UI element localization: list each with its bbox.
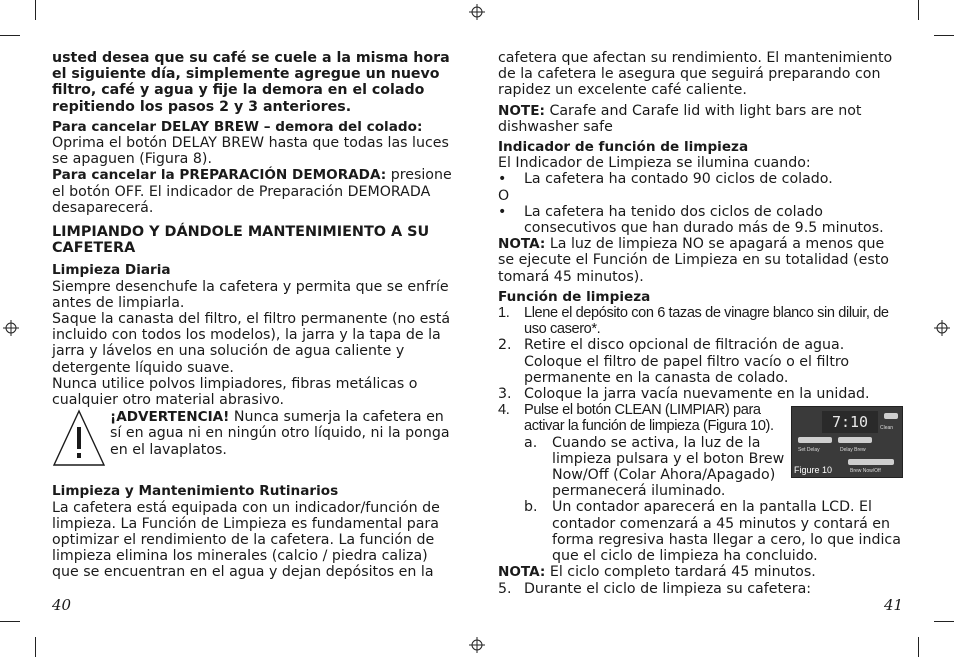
cancel-prep-text: presione el botón OFF. El indicador de Preparación DEMORADA desaparecerá. bbox=[52, 167, 452, 216]
step-number: 4. bbox=[498, 402, 510, 419]
function-heading: Función de limpieza bbox=[498, 288, 651, 305]
list-item bbox=[498, 581, 902, 597]
crop-mark bbox=[0, 621, 20, 622]
warning-body: Nunca sumerja la cafetera en sí en agua ni en ningún otro líquido, ni la ponga en el lavaplatos. bbox=[110, 409, 450, 458]
list-item bbox=[498, 305, 902, 337]
bullet: • bbox=[498, 203, 507, 220]
sub-step-text: Un contador aparecerá en la pantalla LCD. El contador comenzará a 45 minutos y contará en forma regresiva hasta llegar a cero, lo que indica que el ciclo de limpieza ha concluido. bbox=[552, 499, 901, 565]
right-page bbox=[498, 50, 902, 597]
note-cleaning-light bbox=[498, 236, 902, 285]
figure-caption: Figure 10 bbox=[794, 465, 833, 475]
note-label: NOTA: bbox=[498, 564, 546, 581]
clean-button-icon bbox=[884, 413, 898, 419]
lcd-display: 7:10 bbox=[822, 411, 878, 433]
list-item bbox=[498, 337, 902, 386]
crop-mark bbox=[918, 0, 919, 20]
step-number: 5. bbox=[498, 580, 512, 597]
note-text: La luz de limpieza NO se apagará a menos que se ejecute el Función de Limpieza en su totalidad (esto tomará 45 minutos). bbox=[498, 236, 889, 285]
step-number: 1. bbox=[498, 305, 510, 322]
routine-heading: Limpieza y Mantenimiento Rutinarios bbox=[52, 483, 339, 500]
or-text: O bbox=[498, 187, 510, 204]
delay-brew-button-icon bbox=[838, 437, 872, 443]
daily-paragraph-1: Siempre desenchufe la cafetera y permita que se enfríe antes de limpiarla. bbox=[52, 278, 449, 311]
warning-block bbox=[52, 409, 452, 471]
warning-label: ¡ADVERTENCIA! bbox=[110, 409, 230, 426]
note-label: NOTE: bbox=[498, 102, 545, 119]
brew-now-button-icon bbox=[848, 459, 894, 465]
registration-mark-icon bbox=[934, 320, 950, 336]
list-item bbox=[498, 386, 902, 402]
cancel-prep-paragraph bbox=[52, 167, 452, 216]
step-number: 2. bbox=[498, 337, 512, 354]
set-delay-button-icon bbox=[798, 437, 832, 443]
brew-now-label: Brew Now/Off bbox=[850, 468, 881, 474]
daily-cleaning-heading: Limpieza Diaria bbox=[52, 262, 171, 279]
step-text: Retire el disco opcional de filtración de agua. Coloque el filtro de papel filtro vacío o el filtro permanente en la canasta de colado. bbox=[524, 337, 850, 386]
step-text: Coloque la jarra vacía nuevamente en la unidad. bbox=[524, 386, 870, 403]
note-dishwasher bbox=[498, 103, 902, 135]
sub-step-text: Cuando se activa, la luz de la limpieza pulsara y el boton Brew Now/Off (Colar Ahora/Apagado) permanecerá iluminado. bbox=[552, 434, 785, 500]
registration-mark-icon bbox=[469, 4, 485, 20]
warning-text bbox=[110, 409, 452, 471]
note-text: El ciclo completo tardará 45 minutos. bbox=[545, 564, 816, 581]
sub-step-mark: a. bbox=[524, 434, 538, 451]
crop-mark bbox=[934, 35, 954, 36]
page-number-right: 41 bbox=[884, 596, 904, 614]
daily-paragraph-3: Nunca utilice polvos limpiadores, fibras metálicas o cualquier otro material abrasivo. bbox=[52, 375, 418, 409]
delay-brew-label: Delay Brew bbox=[840, 447, 866, 453]
registration-mark-icon bbox=[469, 637, 485, 653]
bullet-text: La cafetera ha contado 90 ciclos de colado. bbox=[524, 171, 833, 188]
page-number-left: 40 bbox=[52, 596, 72, 614]
section-heading: LIMPIANDO Y DÁNDOLE MANTENIMIENTO A SU CAFETERA bbox=[52, 224, 430, 257]
continuation-paragraph: cafetera que afectan su rendimiento. El mantenimiento de la cafetera le asegura que seguirá preparando con rapidez un excelente café caliente. bbox=[498, 50, 893, 99]
step-text: Llene el depósito con 6 tazas de vinagre blanco sin diluir, de uso casero*. bbox=[524, 305, 889, 338]
crop-mark bbox=[918, 637, 919, 657]
cancel-prep-label: Para cancelar la PREPARACIÓN DEMORADA: bbox=[52, 167, 387, 184]
bullet: • bbox=[498, 171, 507, 188]
clean-label: Clean bbox=[880, 425, 894, 431]
list-item bbox=[498, 204, 902, 236]
registration-mark-icon bbox=[3, 320, 19, 336]
routine-paragraph: La cafetera está equipada con un indicador/función de limpieza. La Función de Limpieza es fundamental para optimizar el rendimiento de la cafetera. La función de limpieza elimina los minerales (calcio / piedra caliza) que se encuentran en el agua y dejan depósitos en la bbox=[52, 499, 440, 581]
step-text: Pulse el botón CLEAN (LIMPIAR) para activar la función de limpieza (Figura 10). bbox=[524, 402, 774, 435]
crop-mark bbox=[934, 621, 954, 622]
step-text: Durante el ciclo de limpieza su cafetera: bbox=[524, 580, 812, 597]
cancel-delay-heading: Para cancelar DELAY BREW – demora del colado: bbox=[52, 118, 423, 135]
crop-mark bbox=[0, 35, 20, 36]
warning-icon bbox=[52, 409, 110, 471]
crop-mark bbox=[35, 637, 36, 657]
step-number: 3. bbox=[498, 386, 512, 403]
cancel-delay-text: Oprima el botón DELAY BREW hasta que todas las luces se apaguen (Figura 8). bbox=[52, 135, 449, 168]
list-item bbox=[498, 171, 902, 187]
sub-step-mark: b. bbox=[524, 499, 538, 516]
set-delay-label: Set Delay bbox=[798, 447, 820, 453]
indicator-heading: Indicador de función de limpieza bbox=[498, 139, 749, 156]
indicator-intro: El Indicador de Limpieza se ilumina cuando: bbox=[498, 155, 811, 172]
figure-10-control-panel bbox=[791, 406, 903, 478]
daily-paragraph-2: Saque la canasta del filtro, el filtro permanente (no está incluido con todos los modelos), la jarra y la tapa de la jarra y lávelos en una solución de agua caliente y detergente líquido suave. bbox=[52, 311, 451, 376]
note-cycle bbox=[498, 564, 902, 580]
bullet-text: La cafetera ha tenido dos ciclos de colado consecutivos que han durado más de 9.5 minutos. bbox=[524, 203, 884, 237]
crop-mark bbox=[35, 0, 36, 20]
note-text: Carafe and Carafe lid with light bars are not dishwasher safe bbox=[498, 102, 862, 135]
note-label: NOTA: bbox=[498, 236, 546, 253]
left-page bbox=[52, 50, 452, 581]
continuation-paragraph: usted desea que su café se cuele a la misma hora el siguiente día, simplemente agregue un nuevo filtro, café y agua y fije la demora en el colado repitiendo los pasos 2 y 3 anteriores. bbox=[52, 50, 450, 115]
sub-list-item bbox=[498, 499, 902, 564]
